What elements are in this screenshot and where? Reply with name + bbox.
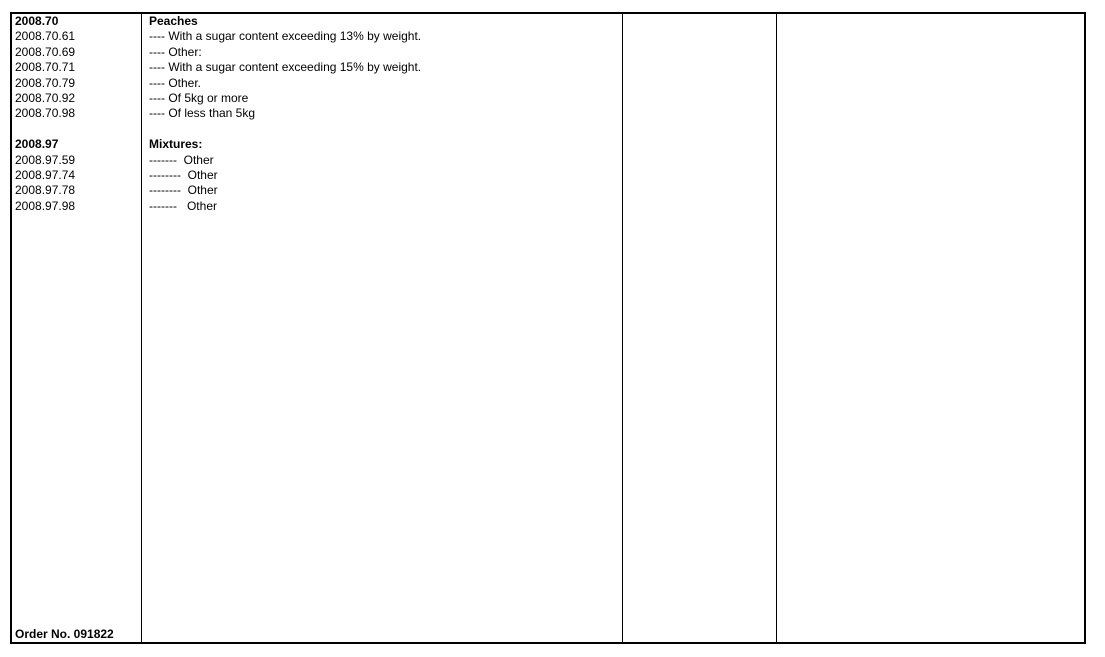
heading-description: Peaches <box>149 14 198 28</box>
tariff-code: 2008.97.74 <box>15 167 76 182</box>
tariff-code: 2008.97.78 <box>15 183 76 198</box>
heading-code: 2008.70 <box>15 14 59 28</box>
column-divider <box>776 14 777 642</box>
tariff-description: ---- With a sugar content exceeding 15% by weight. <box>149 60 422 75</box>
tariff-description: ---- Of less than 5kg <box>149 106 256 121</box>
heading-description: Mixtures: <box>149 137 203 152</box>
tariff-code: 2008.70.69 <box>15 44 76 59</box>
tariff-code: 2008.97.98 <box>15 198 76 213</box>
column-divider <box>141 14 142 642</box>
tariff-table <box>10 12 1086 644</box>
column-divider <box>622 14 623 642</box>
tariff-code: 2008.70.92 <box>15 90 76 105</box>
code-column <box>15 14 140 214</box>
tariff-description: -------- Other <box>149 167 218 182</box>
order-number: Order No. 091822 <box>15 627 114 641</box>
tariff-description: ------- Other <box>149 152 214 167</box>
tariff-code: 2008.70.61 <box>15 29 76 44</box>
tariff-description: ---- Of 5kg or more <box>149 90 249 105</box>
tariff-description: ---- Other. <box>149 75 202 90</box>
tariff-description: -------- Other <box>149 183 218 198</box>
tariff-code: 2008.70.79 <box>15 75 76 90</box>
tariff-code: 2008.70.98 <box>15 106 76 121</box>
tariff-description: ---- With a sugar content exceeding 13% by weight. <box>149 29 422 44</box>
heading-code: 2008.97 <box>15 137 59 152</box>
tariff-description: ---- Other: <box>149 44 202 59</box>
tariff-description: ------- Other <box>149 198 217 213</box>
tariff-code: 2008.97.59 <box>15 152 76 167</box>
tariff-code: 2008.70.71 <box>15 60 76 75</box>
description-column <box>149 14 619 214</box>
